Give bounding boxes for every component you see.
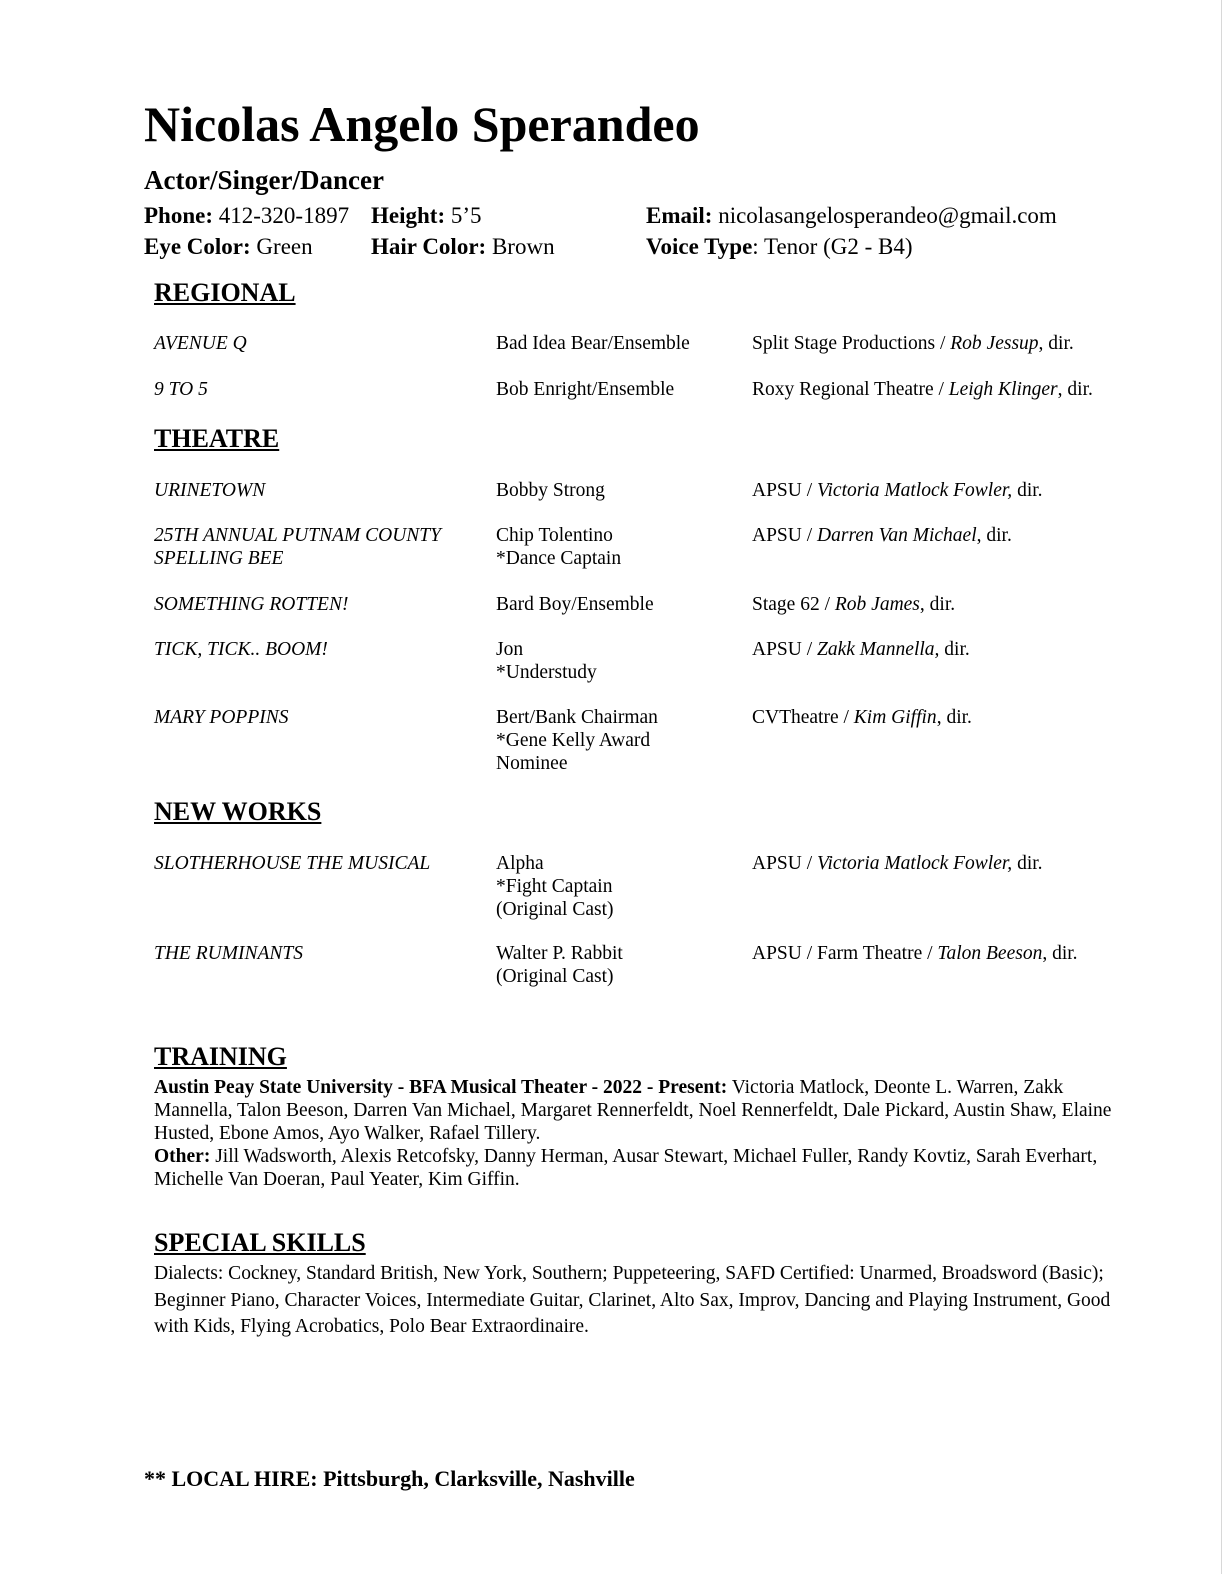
- eye-info: [144, 232, 313, 262]
- role-cell: [496, 524, 746, 570]
- company-cell: [752, 479, 1172, 502]
- show-title: SLOTHERHOUSE THE MUSICAL: [154, 853, 431, 874]
- role-line: Walter P. Rabbit: [496, 943, 623, 964]
- company-name: CVTheatre /: [752, 707, 854, 728]
- company-name: APSU / Farm Theatre /: [752, 943, 938, 964]
- role-cell: [496, 706, 746, 775]
- show-title: 9 TO 5: [154, 379, 208, 400]
- training-other-teachers: Jill Wadsworth, Alexis Retcofsky, Danny Herman, Ausar Stewart, Michael Fuller, Randy Kovtiz, Sarah Everhart, Michelle Van Doeran, Paul Yeater, Kim Giffin.: [154, 1146, 1098, 1190]
- training-heading: TRAINING: [154, 1042, 287, 1071]
- actor-name: Nicolas Angelo Sperandeo: [144, 96, 700, 152]
- special-skills-heading: SPECIAL SKILLS: [154, 1228, 366, 1257]
- local-hire: ** LOCAL HIRE: Pittsburgh, Clarksville, Nashville: [144, 1466, 635, 1491]
- role-cell: [496, 332, 746, 355]
- role-line: Alpha: [496, 853, 544, 874]
- training-apsu-teachers: Victoria Matlock, Deonte L. Warren, Zakk Mannella, Talon Beeson, Darren Van Michael, Margaret Rennerfeldt, Noel Rennerfeldt, Dale Pickard, Austin Shaw, Elaine Husted, Ebone Amos, Ayo Walker, Rafael Tillery.: [154, 1077, 1112, 1144]
- training-other: [154, 1145, 1144, 1191]
- eye-value: Green: [256, 234, 313, 259]
- show-title: 25TH ANNUAL PUTNAM COUNTY SPELLING BEE: [154, 525, 441, 569]
- show-title: MARY POPPINS: [154, 707, 289, 728]
- role-line: *Understudy: [496, 662, 597, 683]
- company-name: APSU /: [752, 525, 818, 546]
- hair-info: [371, 232, 555, 262]
- actor-subtitle: Actor/Singer/Dancer: [144, 165, 384, 195]
- show-title: SOMETHING ROTTEN!: [154, 594, 349, 615]
- director-suffix: dir.: [939, 639, 970, 660]
- director-name: Victoria Matlock Fowler,: [817, 480, 1013, 501]
- role-cell: [496, 378, 746, 401]
- role-line: Chip Tolentino: [496, 525, 613, 546]
- voice-label: Voice Type: [646, 234, 753, 259]
- role-line: *Gene Kelly Award: [496, 730, 651, 751]
- hair-value: Brown: [491, 234, 555, 259]
- director-suffix: , dir.: [1057, 379, 1093, 400]
- director-name: Zakk Mannella,: [817, 639, 940, 660]
- role-line: Bert/Bank Chairman: [496, 707, 658, 728]
- hair-label: Hair Color:: [371, 234, 487, 259]
- role-line: Jon: [496, 639, 524, 660]
- company-name: Split Stage Productions /: [752, 333, 951, 354]
- company-cell: [752, 378, 1172, 401]
- role-cell: [496, 638, 746, 684]
- role-line: *Fight Captain: [496, 876, 613, 897]
- role-cell: [496, 942, 746, 988]
- role-line: (Original Cast): [496, 899, 614, 920]
- company-cell: [752, 706, 1172, 729]
- company-name: APSU /: [752, 480, 818, 501]
- phone-value: 412-320-1897: [218, 203, 350, 228]
- show-title: URINETOWN: [154, 480, 266, 501]
- company-cell: [752, 524, 1172, 547]
- company-cell: [752, 942, 1172, 965]
- company-name: Stage 62 /: [752, 594, 835, 615]
- director-suffix: , dir.: [976, 525, 1012, 546]
- height-info: [371, 201, 482, 231]
- company-name: APSU /: [752, 853, 818, 874]
- company-cell: [752, 332, 1172, 355]
- role-cell: [496, 593, 746, 616]
- director-name: Rob Jessup: [950, 333, 1039, 354]
- director-suffix: , dir.: [1042, 943, 1078, 964]
- show-title: TICK, TICK.. BOOM!: [154, 639, 328, 660]
- eye-label: Eye Color:: [144, 234, 251, 259]
- role-cell: [496, 852, 746, 921]
- director-name: Talon Beeson: [937, 943, 1043, 964]
- page-edge: [1221, 0, 1222, 1574]
- voice-info: [646, 232, 913, 262]
- director-suffix: , dir.: [1038, 333, 1074, 354]
- training-other-label: Other:: [154, 1146, 211, 1167]
- role-line: Bobby Strong: [496, 480, 605, 501]
- training-apsu: [154, 1076, 1144, 1145]
- company-name: APSU /: [752, 639, 818, 660]
- director-name: Kim Giffin: [853, 707, 937, 728]
- theatre-heading: THEATRE: [154, 424, 280, 453]
- company-cell: [752, 593, 1172, 616]
- training-apsu-label: Austin Peay State University - BFA Musical Theater - 2022 - Present:: [154, 1077, 728, 1098]
- director-suffix: dir.: [1012, 853, 1043, 874]
- company-cell: [752, 852, 1172, 875]
- role-line: *Dance Captain: [496, 548, 622, 569]
- director-suffix: , dir.: [919, 594, 956, 615]
- phone-label: Phone:: [144, 203, 213, 228]
- director-name: Rob James: [834, 594, 920, 615]
- email-info: [646, 201, 1057, 231]
- voice-value: : Tenor (G2 - B4): [752, 234, 913, 259]
- director-name: Victoria Matlock Fowler,: [817, 853, 1013, 874]
- role-line: (Original Cast): [496, 966, 614, 987]
- company-cell: [752, 638, 1172, 661]
- company-name: Roxy Regional Theatre /: [752, 379, 949, 400]
- show-title: THE RUMINANTS: [154, 943, 303, 964]
- training-text: [154, 1076, 1144, 1191]
- role-line: Nominee: [496, 753, 568, 774]
- special-skills-text: Dialects: Cockney, Standard British, New York, Southern; Puppeteering, SAFD Certified: Unarmed, Broadsword (Basic); Beginner Piano, Character Voices, Intermediate Guitar, Clarinet, Alto Sax, Improv, Dancing and Playing Instrument, Good with Kids, Flying Acrobatics, Polo Bear Extraordinaire.: [154, 1263, 1111, 1337]
- role-line: Bob Enright/Ensemble: [496, 379, 675, 400]
- email-value: nicolasangelosperandeo@gmail.com: [718, 203, 1057, 228]
- height-label: Height:: [371, 203, 446, 228]
- show-title: AVENUE Q: [154, 333, 247, 354]
- role-line: Bard Boy/Ensemble: [496, 594, 654, 615]
- height-value: 5’5: [450, 203, 482, 228]
- email-label: Email:: [646, 203, 713, 228]
- phone-info: [144, 201, 349, 231]
- director-name: Darren Van Michael: [817, 525, 977, 546]
- new-works-heading: NEW WORKS: [154, 797, 322, 826]
- regional-heading: REGIONAL: [154, 278, 296, 307]
- director-name: Leigh Klinger: [948, 379, 1058, 400]
- director-suffix: , dir.: [936, 707, 972, 728]
- director-suffix: dir.: [1012, 480, 1043, 501]
- role-line: Bad Idea Bear/Ensemble: [496, 333, 690, 354]
- role-cell: [496, 479, 746, 502]
